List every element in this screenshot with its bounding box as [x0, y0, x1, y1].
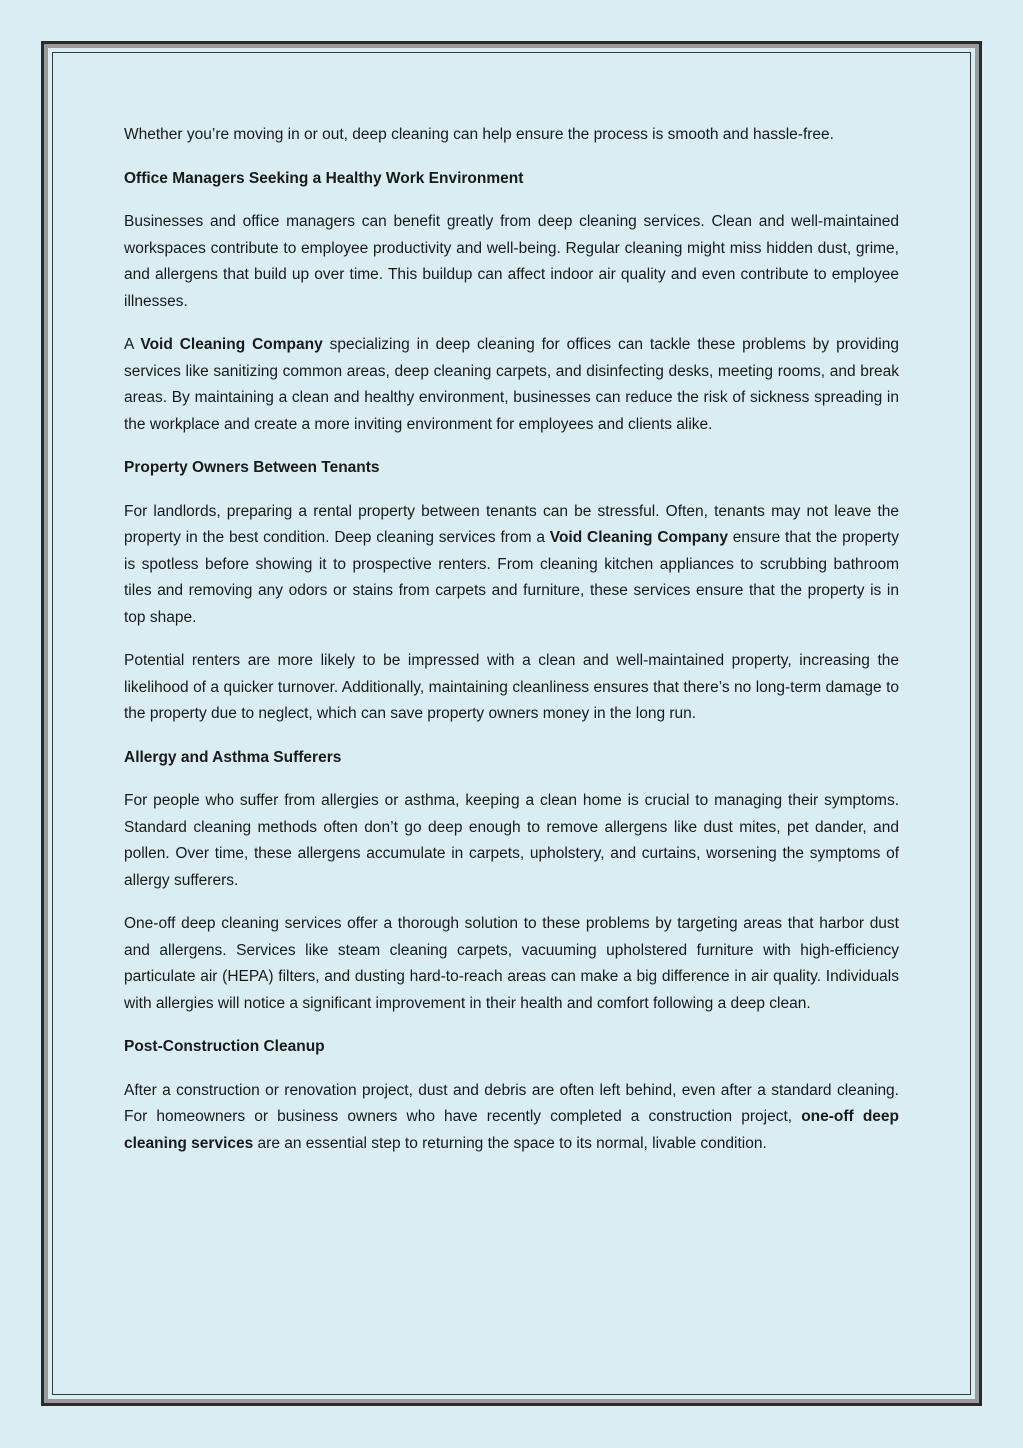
- text-run: are an essential step to returning the space to its normal, livable condition.: [253, 1134, 767, 1152]
- paragraph-post-construction: [124, 1078, 899, 1158]
- heading-property-owners: Property Owners Between Tenants: [124, 459, 380, 476]
- heading-office-managers: Office Managers Seeking a Healthy Work Environment: [124, 169, 524, 187]
- text-run: ensure that the property is spotless before showing it to prospective renters. From cleaning kitchen appliances to scrubbing bathroom tiles and removing any odors or stains from carpets and furniture, these services ensure that the property is in top shape.: [124, 529, 899, 626]
- paragraph-renters: Potential renters are more likely to be impressed with a clean and well-maintained property, increasing the likelihood of a quicker turnover. Additionally, maintaining cleanliness ensures that there’s no long-term damage to the property due to neglect, which can save property owners money in the long run.: [124, 652, 899, 722]
- paragraph-allergy-symptoms: For people who suffer from allergies or asthma, keeping a clean home is crucial to managing their symptoms. Standard cleaning methods often don’t go deep enough to remove allergens like dust mites, pet dander, and pollen. Over time, these allergens accumulate in carpets, upholstery, and curtains, worsening the symptoms of allergy sufferers.: [124, 792, 899, 889]
- text-run: For landlords, preparing a rental property between tenants can be stressful. Often, tenants may not leave the property in the best condition. Deep cleaning services from a: [124, 502, 899, 546]
- paragraph-office-benefits: Businesses and office managers can benefit greatly from deep cleaning services. Clean and well-maintained workspaces contribute to employee productivity and well-being. Regular cleaning might miss hidden dust, grime, and allergens that build up over time. This buildup can affect indoor air quality and even contribute to employee illnesses.: [124, 213, 899, 310]
- paragraph-landlords: [124, 499, 899, 632]
- company-name-bold: Void Cleaning Company: [140, 336, 323, 353]
- text-run: After a construction or renovation project, dust and debris are often left behind, even after a standard cleaning. For homeowners or business owners who have recently completed a construction project,: [124, 1081, 899, 1125]
- text-run: A: [124, 336, 141, 353]
- paragraph-moving: Whether you’re moving in or out, deep cleaning can help ensure the process is smooth and hassle-free.: [124, 126, 834, 143]
- text-run: specializing in deep cleaning for offices can tackle these problems by providing services like sanitizing common areas, deep cleaning carpets, and disinfecting desks, meeting rooms, and break areas. By maintaining a clean and healthy environment, businesses can reduce the risk of sickness spreading in the workplace and create a more inviting environment for employees and clients alike.: [124, 336, 899, 433]
- heading-allergy: Allergy and Asthma Sufferers: [124, 748, 342, 766]
- paragraph-office-services: [124, 332, 899, 438]
- document-body: [124, 122, 899, 1174]
- company-name-bold: Void Cleaning Company: [549, 529, 728, 546]
- heading-post-construction: Post-Construction Cleanup: [124, 1038, 325, 1055]
- service-name-bold: one-off deep cleaning services: [124, 1108, 899, 1152]
- paragraph-allergy-solution: One-off deep cleaning services offer a thorough solution to these problems by targeting areas that harbor dust and allergens. Services like steam cleaning carpets, vacuuming upholstered furniture with high-efficiency particulate air (HEPA) filters, and dusting hard-to-reach areas can make a big difference in air quality. Individuals with allergies will notice a significant improvement in their health and comfort following a deep clean.: [124, 915, 899, 1012]
